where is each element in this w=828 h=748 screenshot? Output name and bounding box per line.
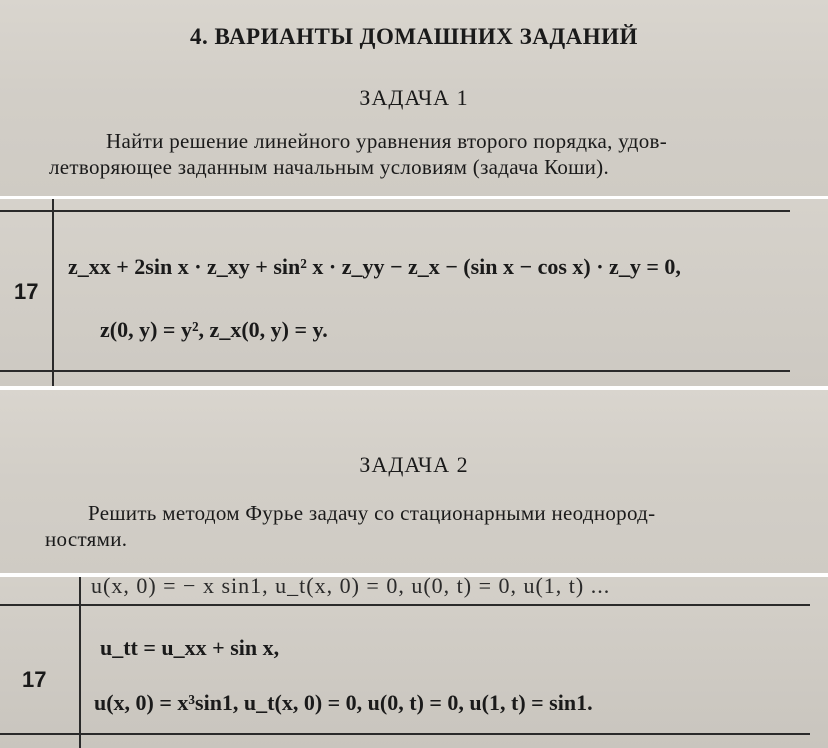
page-header-strip [0,0,828,196]
task2-cut-row: u(x, 0) = − x sin1, u_t(x, 0) = 0, u(0, t) = 0, u(1, t) ... [91,577,611,598]
table-bottom-border [0,370,790,372]
task2-header-strip [0,390,828,573]
row-number: 17 [14,279,39,304]
task1-text-line2: летворяющее заданным начальным условиям (задача Коши). [49,155,610,179]
task1-equation-text: z_xx + 2sin x · z_xy + sin² x · z_yy − z_x − (sin x − cos x) · z_y = 0, [68,254,681,279]
table-top-border [0,604,810,606]
task2-text-line1: Решить методом Фурье задачу со стационарными неоднород- [88,501,656,525]
table-top-border [0,210,790,212]
task2-title: ЗАДАЧА 2 [359,452,469,477]
task1-equation [68,254,681,280]
task1-title: ЗАДАЧА 1 [359,85,469,110]
task1-conditions-text: z(0, y) = y², z_x(0, y) = y. [100,317,328,342]
task2-equation-text: u_tt = u_xx + sin x, [100,635,280,660]
task2-conditions [94,690,593,716]
task1-table [0,199,828,386]
table-column-divider [52,199,54,386]
table-bottom-border [0,733,810,735]
task2-conditions-text: u(x, 0) = x³sin1, u_t(x, 0) = 0, u(0, t) = 0, u(1, t) = sin1. [94,690,593,715]
task2-equation [100,635,279,661]
section-title: 4. ВАРИАНТЫ ДОМАШНИХ ЗАДАНИЙ [190,24,638,49]
row-number: 17 [22,667,47,692]
table-column-divider [79,577,81,748]
task2-table [0,577,828,748]
task2-text-line2: ностями. [45,527,128,551]
task1-text-line1: Найти решение линейного уравнения второго порядка, удов- [106,129,668,153]
task1-conditions [100,317,328,343]
